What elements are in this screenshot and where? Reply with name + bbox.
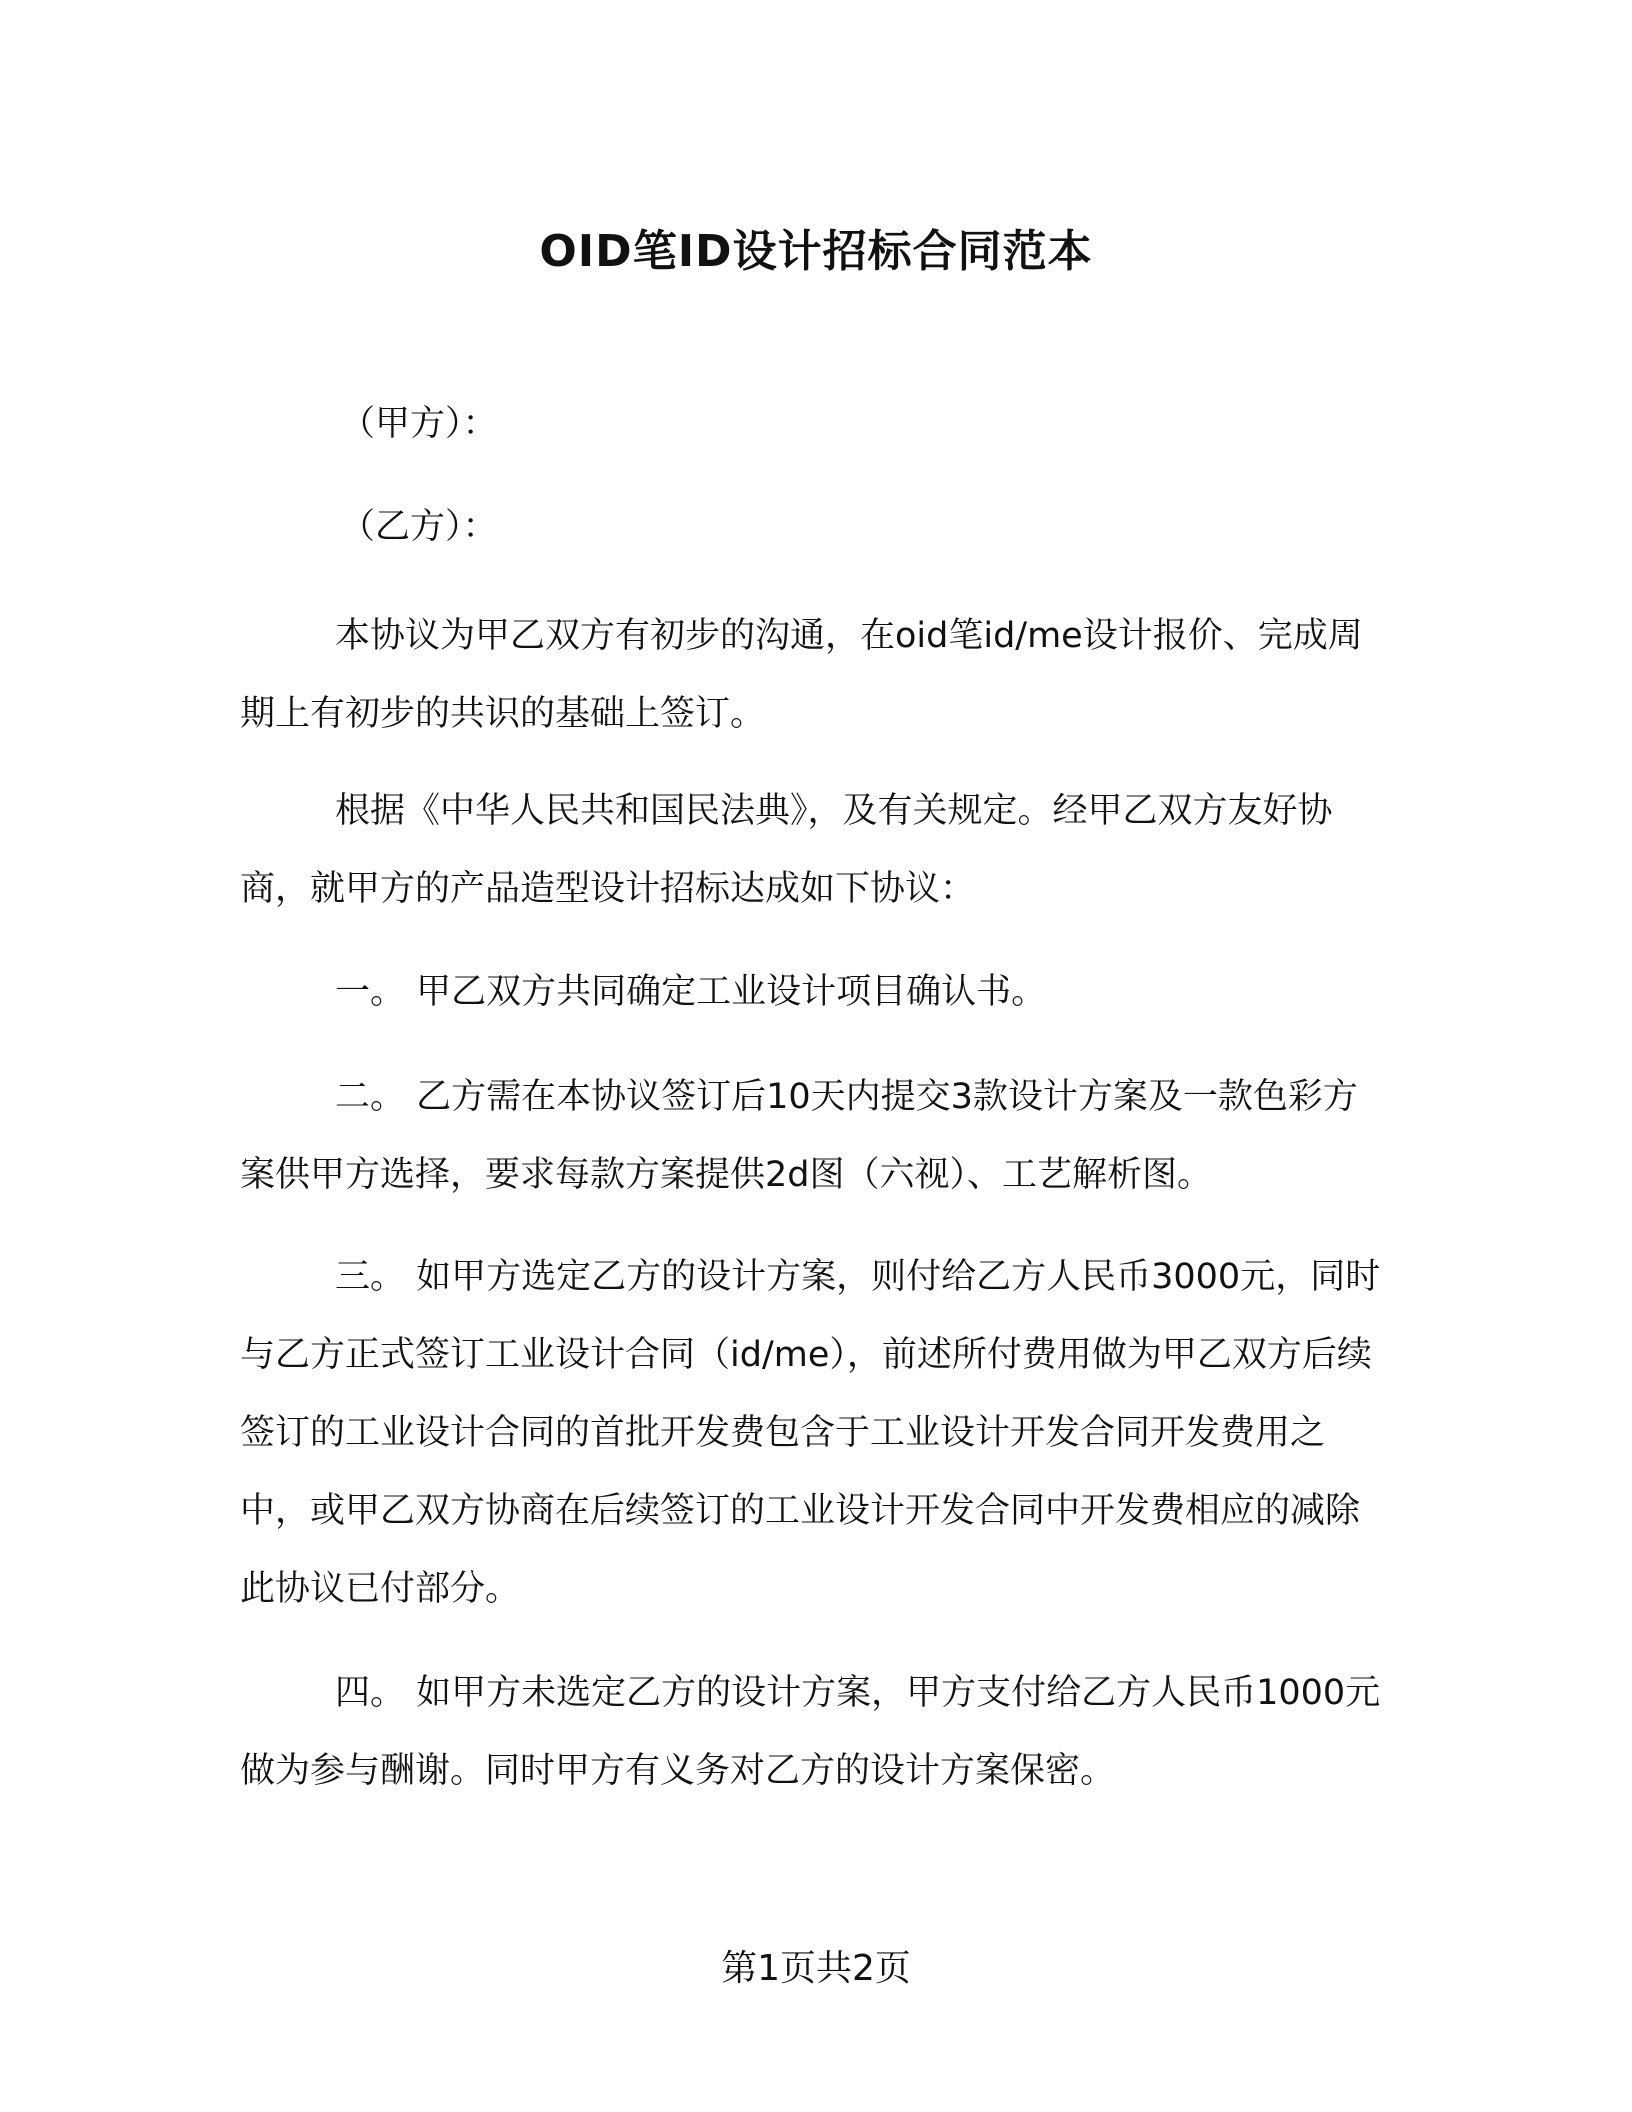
clause-3: 三。 如甲方选定乙方的设计方案，则付给乙方人民币3000元，同时与乙方正式签订工业设计合同（id/me），前述所付费用做为甲乙双方后续签订的工业设计合同的首批开发费包含于工业设计开发合同开发费用之中，或甲乙双方协商在后续签订的工业设计开发合同中开发费相应的减除此协议已付部分。 [240,1257,1381,1609]
paragraph-intro: 本协议为甲乙双方有初步的沟通，在oid笔id/me设计报价、完成周期上有初步的共识的基础上签订。 [240,616,1363,734]
party-b-label: （乙方）： [340,507,498,547]
clause-2: 二。 乙方需在本协议签订后10天内提交3款设计方案及一款色彩方案供甲方选择，要求每款方案提供2d图（六视）、工艺解析图。 [240,1077,1358,1195]
page-number-footer: 第1页共2页 [721,1948,911,1989]
clause-1: 一。 甲乙双方共同确定工业设计项目确认书。 [335,972,1047,1012]
document-title: OID笔ID设计招标合同范本 [539,226,1093,277]
clause-4: 四。 如甲方未选定乙方的设计方案，甲方支付给乙方人民币1000元做为参与酬谢。同时甲方有义务对乙方的设计方案保密。 [240,1673,1381,1791]
paragraph-basis: 根据《中华人民共和国民法典》，及有关规定。经甲乙双方友好协商，就甲方的产品造型设计招标达成如下协议： [240,791,1333,909]
party-a-label: （甲方）： [340,404,498,444]
